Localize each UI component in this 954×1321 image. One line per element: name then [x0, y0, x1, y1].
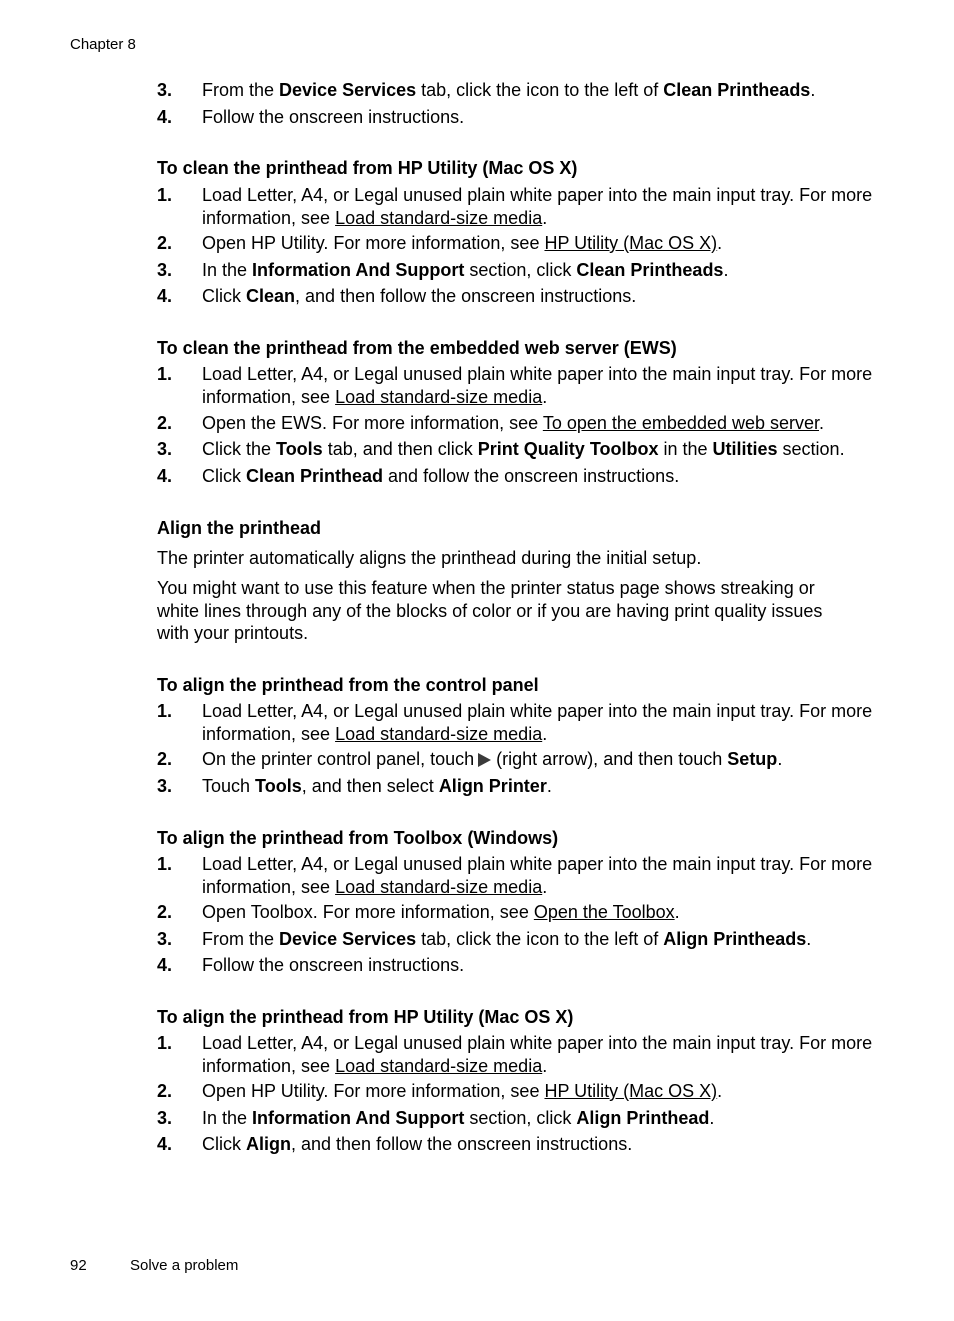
page-number: 92	[70, 1257, 87, 1274]
load-media-link[interactable]: Load standard-size media	[335, 207, 543, 228]
open-toolbox-link[interactable]: Open the Toolbox	[533, 902, 675, 922]
step-number: 3.	[157, 776, 173, 796]
footer-section-title: Solve a problem	[130, 1257, 239, 1274]
step-number: 3.	[157, 929, 173, 949]
step-text: From the Device Services tab, click the icon to the left of Clean Printheads.	[202, 80, 816, 100]
step-number: 4.	[157, 466, 173, 486]
step-text: Click the Tools tab, and then click Print Quality Toolbox in the Utilities section.	[202, 439, 845, 459]
step-number: 1.	[157, 1033, 173, 1053]
paragraph: The printer automatically aligns the printhead during the initial setup.	[157, 548, 702, 568]
chapter-header: Chapter 8	[70, 36, 136, 53]
load-media-link[interactable]: Load standard-size media	[335, 386, 543, 407]
step-text: Load Letter, A4, or Legal unused plain white paper into the main input tray. For more information, see Load standard-size media.	[202, 1033, 873, 1076]
hp-utility-link[interactable]: HP Utility (Mac OS X)	[544, 233, 718, 253]
step-text: Open the EWS. For more information, see To open the embedded web server.	[202, 413, 825, 433]
step-number: 2.	[157, 233, 173, 253]
step-number: 3.	[157, 439, 173, 459]
load-media-link[interactable]: Load standard-size media	[335, 1055, 543, 1076]
step-number: 1.	[157, 185, 173, 205]
open-ews-link[interactable]: To open the embedded web server	[542, 413, 820, 433]
step-number: 2.	[157, 749, 173, 769]
right-arrow-icon	[477, 751, 492, 774]
step-number: 2.	[157, 1081, 173, 1101]
step-text: Follow the onscreen instructions.	[202, 107, 465, 127]
step-text: Open Toolbox. For more information, see Open the Toolbox.	[202, 902, 680, 922]
step-number: 4.	[157, 107, 173, 127]
section-heading: To align the printhead from the control panel	[157, 675, 539, 695]
step-text: Follow the onscreen instructions.	[202, 955, 465, 975]
step-number: 4.	[157, 955, 173, 975]
step-text: Load Letter, A4, or Legal unused plain white paper into the main input tray. For more information, see Load standard-size media.	[202, 701, 873, 744]
step-text: Touch Tools, and then select Align Printer.	[202, 776, 552, 796]
load-media-link[interactable]: Load standard-size media	[335, 723, 543, 744]
step-number: 3.	[157, 1108, 173, 1128]
step-text: From the Device Services tab, click the icon to the left of Align Printheads.	[202, 929, 812, 949]
step-number: 4.	[157, 1134, 173, 1154]
section-heading: To align the printhead from HP Utility (Mac OS X)	[157, 1007, 574, 1027]
step-text: Open HP Utility. For more information, see HP Utility (Mac OS X).	[202, 1081, 723, 1101]
hp-utility-link[interactable]: HP Utility (Mac OS X)	[544, 1081, 718, 1101]
step-text: In the Information And Support section, click Clean Printheads.	[202, 260, 729, 280]
step-number: 2.	[157, 413, 173, 433]
step-text: Load Letter, A4, or Legal unused plain white paper into the main input tray. For more information, see Load standard-size media.	[202, 364, 873, 407]
section-heading: Align the printhead	[157, 518, 321, 538]
step-text: Open HP Utility. For more information, see HP Utility (Mac OS X).	[202, 233, 723, 253]
step-text: In the Information And Support section, click Align Printhead.	[202, 1108, 715, 1128]
section-heading: To clean the printhead from the embedded web server (EWS)	[157, 338, 677, 358]
step-number: 3.	[157, 80, 173, 100]
step-text: Load Letter, A4, or Legal unused plain white paper into the main input tray. For more information, see Load standard-size media.	[202, 185, 873, 228]
section-heading: To clean the printhead from HP Utility (Mac OS X)	[157, 158, 578, 178]
step-number: 3.	[157, 260, 173, 280]
step-number: 1.	[157, 364, 173, 384]
paragraph: You might want to use this feature when the printer status page shows streaking or white lines through any of the blocks of color or if you are having print quality issues with your printouts.	[157, 578, 823, 643]
step-text: Click Clean, and then follow the onscreen instructions.	[202, 286, 637, 306]
step-number: 2.	[157, 902, 173, 922]
step-number: 4.	[157, 286, 173, 306]
step-text: Click Clean Printhead and follow the onscreen instructions.	[202, 466, 680, 486]
section-heading: To align the printhead from Toolbox (Windows)	[157, 828, 559, 848]
step-text: On the printer control panel, touch (right arrow), and then touch Setup.	[202, 748, 882, 774]
step-text: Load Letter, A4, or Legal unused plain white paper into the main input tray. For more information, see Load standard-size media.	[202, 854, 873, 897]
step-number: 1.	[157, 854, 173, 874]
step-text: Click Align, and then follow the onscreen instructions.	[202, 1134, 633, 1154]
step-number: 1.	[157, 701, 173, 721]
load-media-link[interactable]: Load standard-size media	[335, 876, 543, 897]
